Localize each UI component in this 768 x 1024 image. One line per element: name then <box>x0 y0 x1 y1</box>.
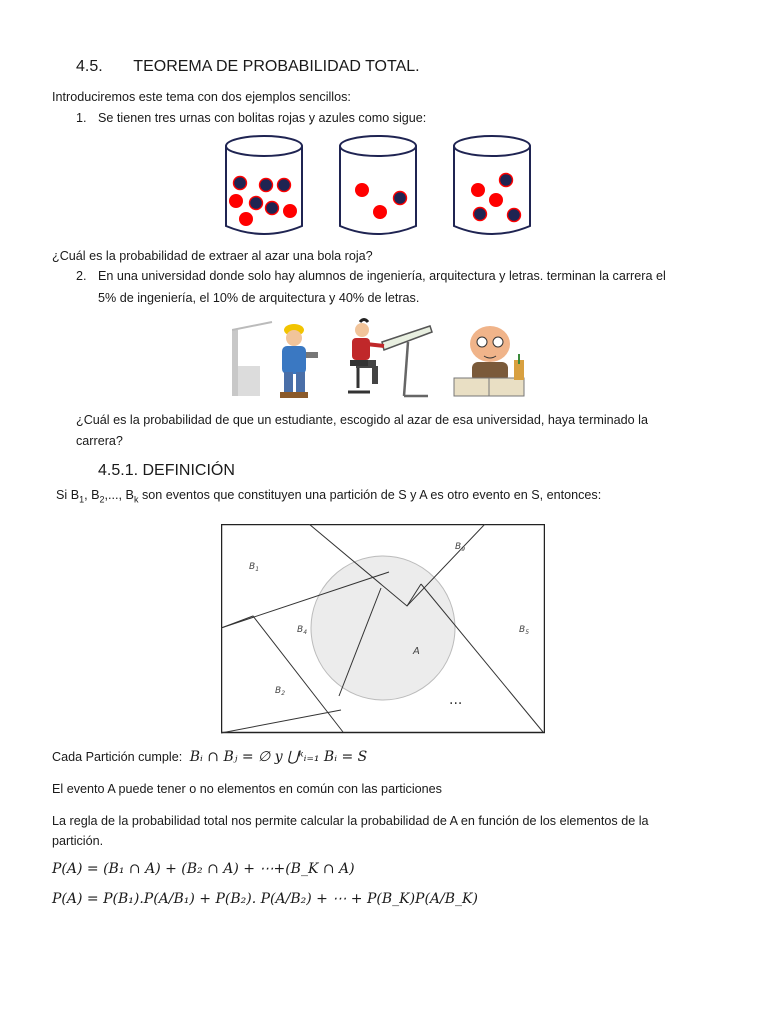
people-illustrations <box>232 316 532 402</box>
formula-2: P(A) = P(B₁).P(A/B₁) + P(B₂). P(A/B₂) + ⋯ + P(B_K)P(A/B_K) <box>52 891 478 907</box>
partition-diagram <box>221 524 545 734</box>
label-b4: $B_4$ <box>297 625 308 636</box>
urns-illustration <box>220 132 540 240</box>
label-b2: $B_2$ <box>275 686 286 697</box>
architect-icon <box>348 320 432 397</box>
question-2-line-2: carrera? <box>76 434 123 448</box>
label-dots: ... <box>449 692 463 708</box>
partition-formula: Bᵢ ∩ Bⱼ = ∅ y ⋃ᵏᵢ₌₁ Bᵢ = S <box>189 749 368 765</box>
event-text: El evento A puede tener o no elementos en común con las particiones <box>52 782 442 796</box>
item-2-number: 2. <box>76 269 87 283</box>
item-1-number: 1. <box>76 111 87 125</box>
section-heading <box>76 58 420 76</box>
definition-text: Si $B_1$, $B_2$,..., $B_k$ son eventos que constituyen una partición de S y A es otro evento en S, entonces: <box>56 488 602 505</box>
intro-text: Introduciremos este tema con dos ejemplos sencillos: <box>52 90 351 104</box>
partition-rule <box>52 747 367 768</box>
urn-3 <box>454 136 530 234</box>
urn-1 <box>226 136 302 234</box>
item-2-line-1: En una universidad donde solo hay alumnos de ingeniería, arquitectura y letras. terminan la carrera el <box>98 269 666 283</box>
urn-2 <box>340 136 416 234</box>
subsection-heading: 4.5.1. DEFINICIÓN <box>98 462 235 479</box>
rule-text-line-1: La regla de la probabilidad total nos permite calcular la probabilidad de A en función de los elementos de la <box>52 814 649 828</box>
item-2-line-2: 5% de ingeniería, el 10% de arquitectura y 40% de letras. <box>98 291 420 305</box>
question-1: ¿Cuál es la probabilidad de extraer al azar una bola roja? <box>52 249 373 263</box>
section-number: 4.5. <box>76 58 103 75</box>
label-b5: $B_5$ <box>519 625 530 636</box>
label-b9: $B_9$ <box>455 542 466 553</box>
rule-text-line-2: partición. <box>52 834 104 848</box>
partition-label: Cada Partición cumple: <box>52 750 183 764</box>
section-title: TEOREMA DE PROBABILIDAD TOTAL. <box>133 58 420 75</box>
professor-icon <box>454 326 524 396</box>
formula-1: P(A) = (B₁ ∩ A) + (B₂ ∩ A) + ⋯+(B_K ∩ A) <box>52 861 355 877</box>
engineer-icon <box>232 322 318 398</box>
question-2-line-1: ¿Cuál es la probabilidad de que un estudiante, escogido al azar de esa universidad, haya terminado la <box>76 413 648 427</box>
label-a: A <box>413 646 420 657</box>
label-b1: $B_1$ <box>249 562 260 573</box>
item-1-text: Se tienen tres urnas con bolitas rojas y azules como sigue: <box>98 111 427 125</box>
